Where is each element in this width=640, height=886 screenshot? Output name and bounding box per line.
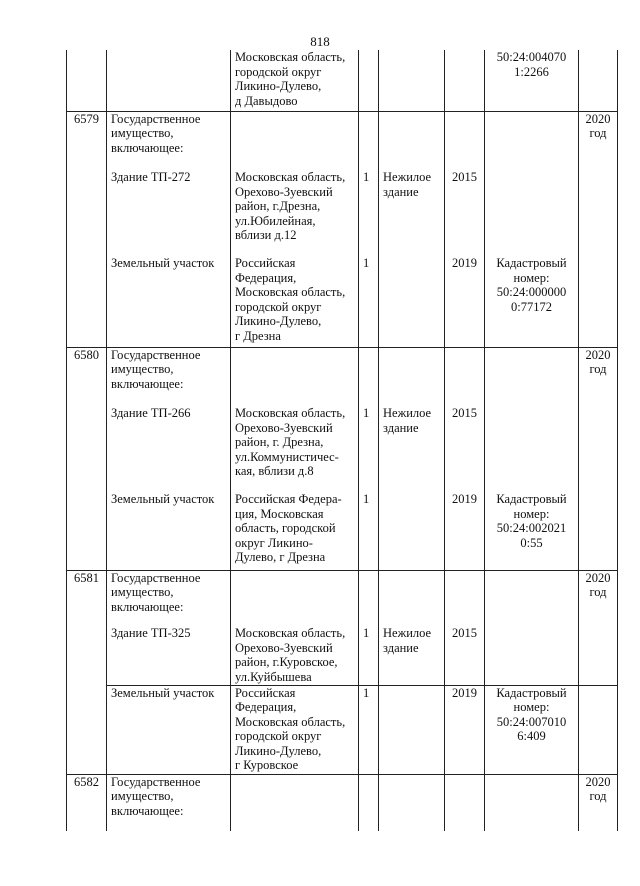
table-row (67, 347, 618, 406)
type-cell (379, 492, 445, 570)
term-cell: 2020 год (579, 111, 618, 170)
table-row-continuation (67, 50, 618, 111)
row-number-cell: 6581 (67, 570, 107, 774)
address-cell: Московская область, Орехово-Зуевский район, г. Дрезна, ул.Коммунистичес- кая, вблизи д.8 (231, 406, 359, 492)
table-row (67, 685, 618, 774)
year-cell: 2019 (445, 492, 485, 570)
row-number-cell: 6580 (67, 347, 107, 570)
term-cell (579, 50, 618, 111)
quantity-cell: 1 (359, 406, 379, 492)
cadastral-cell: 50:24:004070 1:2266 (485, 50, 579, 111)
type-cell: Нежилое здание (379, 406, 445, 492)
type-cell: Нежилое здание (379, 626, 445, 685)
year-cell: 2015 (445, 406, 485, 492)
table-row (67, 406, 618, 492)
year-cell: 2015 (445, 170, 485, 256)
quantity-cell: 1 (359, 626, 379, 685)
name-cell: Здание ТП-266 (107, 406, 231, 492)
group-header-cell: Государственное имущество, включающее: (107, 774, 231, 831)
name-cell: Земельный участок (107, 256, 231, 347)
quantity-cell: 1 (359, 256, 379, 347)
address-cell: Российская Федера- ция, Московская область, городской округ Ликино- Дулево, г Дрезна (231, 492, 359, 570)
cadastral-cell: Кадастровый номер: 50:24:000000 0:77172 (485, 256, 579, 347)
address-cell: Московская область, городской округ Ликино-Дулево, д Давыдово (231, 50, 359, 111)
row-number-cell: 6582 (67, 774, 107, 831)
name-cell: Земельный участок (107, 492, 231, 570)
quantity-cell: 1 (359, 492, 379, 570)
quantity-cell: 1 (359, 170, 379, 256)
property-registry-table (66, 50, 618, 831)
address-cell: Московская область, Орехово-Зуевский район, г.Дрезна, ул.Юбилейная, вблизи д.12 (231, 170, 359, 256)
year-cell: 2019 (445, 685, 485, 774)
row-number-cell: 6579 (67, 111, 107, 347)
term-cell: 2020 год (579, 774, 618, 831)
table-row (67, 774, 618, 831)
name-cell (107, 50, 231, 111)
term-cell: 2020 год (579, 347, 618, 406)
cadastral-cell (485, 406, 579, 492)
table-row (67, 492, 618, 570)
table-row (67, 570, 618, 626)
term-cell: 2020 год (579, 570, 618, 626)
address-cell: Российская Федерация, Московская область, городской округ Ликино-Дулево, г Куровское (231, 685, 359, 774)
group-header-cell: Государственное имущество, включающее: (107, 347, 231, 406)
cadastral-cell: Кадастровый номер: 50:24:002021 0:55 (485, 492, 579, 570)
table-row (67, 256, 618, 347)
type-cell (379, 50, 445, 111)
address-cell: Московская область, Орехово-Зуевский район, г.Куровское, ул.Куйбышева (231, 626, 359, 685)
row-number-cell (67, 50, 107, 111)
table-row (67, 170, 618, 256)
cadastral-cell: Кадастровый номер: 50:24:007010 6:409 (485, 685, 579, 774)
year-cell: 2015 (445, 626, 485, 685)
name-cell: Земельный участок (107, 685, 231, 774)
group-header-cell: Государственное имущество, включающее: (107, 570, 231, 626)
group-header-cell: Государственное имущество, включающее: (107, 111, 231, 170)
name-cell: Здание ТП-272 (107, 170, 231, 256)
table-row (67, 626, 618, 685)
cadastral-cell (485, 170, 579, 256)
cadastral-cell (485, 626, 579, 685)
year-cell: 2019 (445, 256, 485, 347)
name-cell: Здание ТП-325 (107, 626, 231, 685)
page-number: 818 (310, 34, 330, 49)
table-row (67, 111, 618, 170)
quantity-cell: 1 (359, 685, 379, 774)
address-cell: Российская Федерация, Московская область, городской округ Ликино-Дулево, г Дрезна (231, 256, 359, 347)
type-cell (379, 685, 445, 774)
type-cell (379, 256, 445, 347)
quantity-cell (359, 50, 379, 111)
year-cell (445, 50, 485, 111)
type-cell: Нежилое здание (379, 170, 445, 256)
